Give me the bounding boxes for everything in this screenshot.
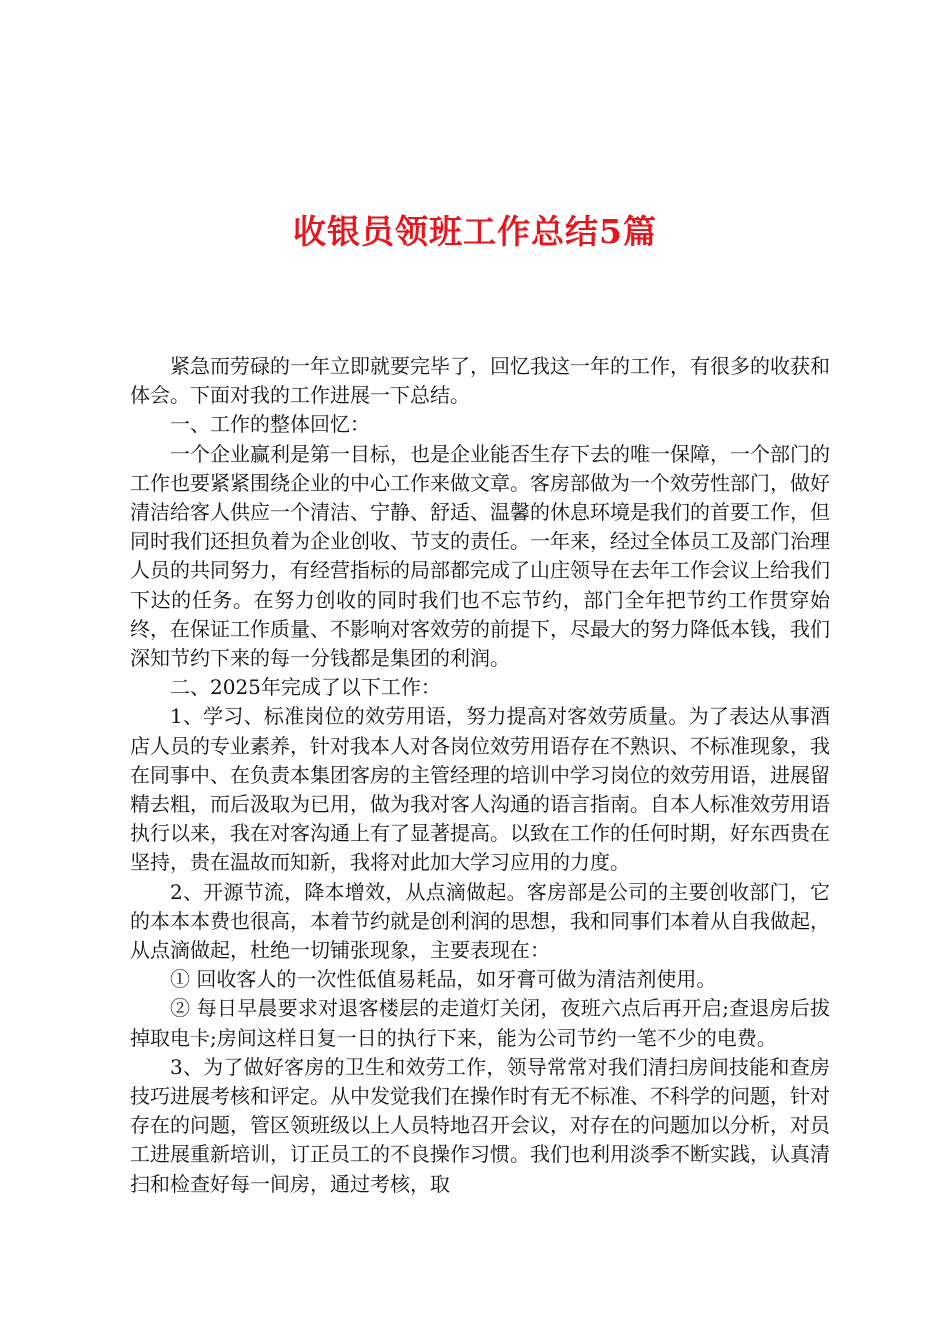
paragraph-item-3: 3、为了做好客房的卫生和效劳工作，领导常常对我们清扫房间技能和查房技巧进展考核和评定。从中发觉我们在操作时有无不标准、不科学的问题，针对存在的问题，管区领班级以上人员特地召开会议，对存在的问题加以分析，对员工进展重新培训，订正员工的不良操作习惯。我们也利用淡季不断实践，认真清扫和检查好每一间房，通过考核，取 xyxy=(130,1054,830,1196)
document-title: 收银员领班工作总结5篇 xyxy=(293,212,657,251)
paragraph-item-2-sub-2: ② 每日早晨要求对退客楼层的走道灯关闭，夜班六点后再开启;查退房后拔掉取电卡;房间这样日复一日的执行下来，能为公司节约一笔不少的电费。 xyxy=(130,996,830,1050)
paragraph-overall-review: 一个企业赢利是第一目标，也是企业能否生存下去的唯一保障，一个部门的工作也要紧紧围绕企业的中心工作来做文章。客房部做为一个效劳性部门，做好清洁给客人供应一个清洁、宁静、舒适、温馨的休息环境是我们的首要工作，但同时我们还担负着为企业创收、节支的责任。一年来，经过全体员工及部门治理人员的共同努力，有经营指标的局部都完成了山庄领导在去年工作会议上给我们下达的任务。在努力创收的同时我们也不忘节约，部门全年把节约工作贯穿始终，在保证工作质量、不影响对客效劳的前提下，尽最大的努力降低本钱，我们深知节约下来的每一分钱都是集团的利润。 xyxy=(130,441,830,671)
paragraph-intro: 紧急而劳碌的一年立即就要完毕了，回忆我这一年的工作，有很多的收获和体会。下面对我的工作进展一下总结。 xyxy=(130,354,830,408)
heading-completed-work: 二、2025年完成了以下工作： xyxy=(170,675,441,700)
paragraph-item-2: 2、开源节流，降本增效，从点滴做起。客房部是公司的主要创收部门，它的本本本费也很高，本着节约就是创利润的思想，我和同事们本着从自我做起，从点滴做起，杜绝一切铺张现象，主要表现在： xyxy=(130,879,830,963)
document-body xyxy=(130,352,830,1199)
paragraph-item-2-sub-1: ① 回收客人的一次性低值易耗品，如牙膏可做为清洁剂使用。 xyxy=(170,967,717,992)
paragraph-item-1: 1、学习、标准岗位的效劳用语，努力提高对客效劳质量。为了表达从事酒店人员的专业素养，针对我本人对各岗位效劳用语存在不熟识、不标准现象，我在同事中、在负责本集团客房的主管经理的培训中学习岗位的效劳用语，进展留精去粗，而后汲取为已用，做为我对客人沟通的语言指南。自本人标准效劳用语执行以来，我在对客沟通上有了显著提高。以致在工作的任何时期，好东西贵在坚持，贵在温故而知新，我将对此加大学习应用的力度。 xyxy=(130,704,830,875)
heading-overall-review: 一、工作的整体回忆： xyxy=(170,412,370,437)
